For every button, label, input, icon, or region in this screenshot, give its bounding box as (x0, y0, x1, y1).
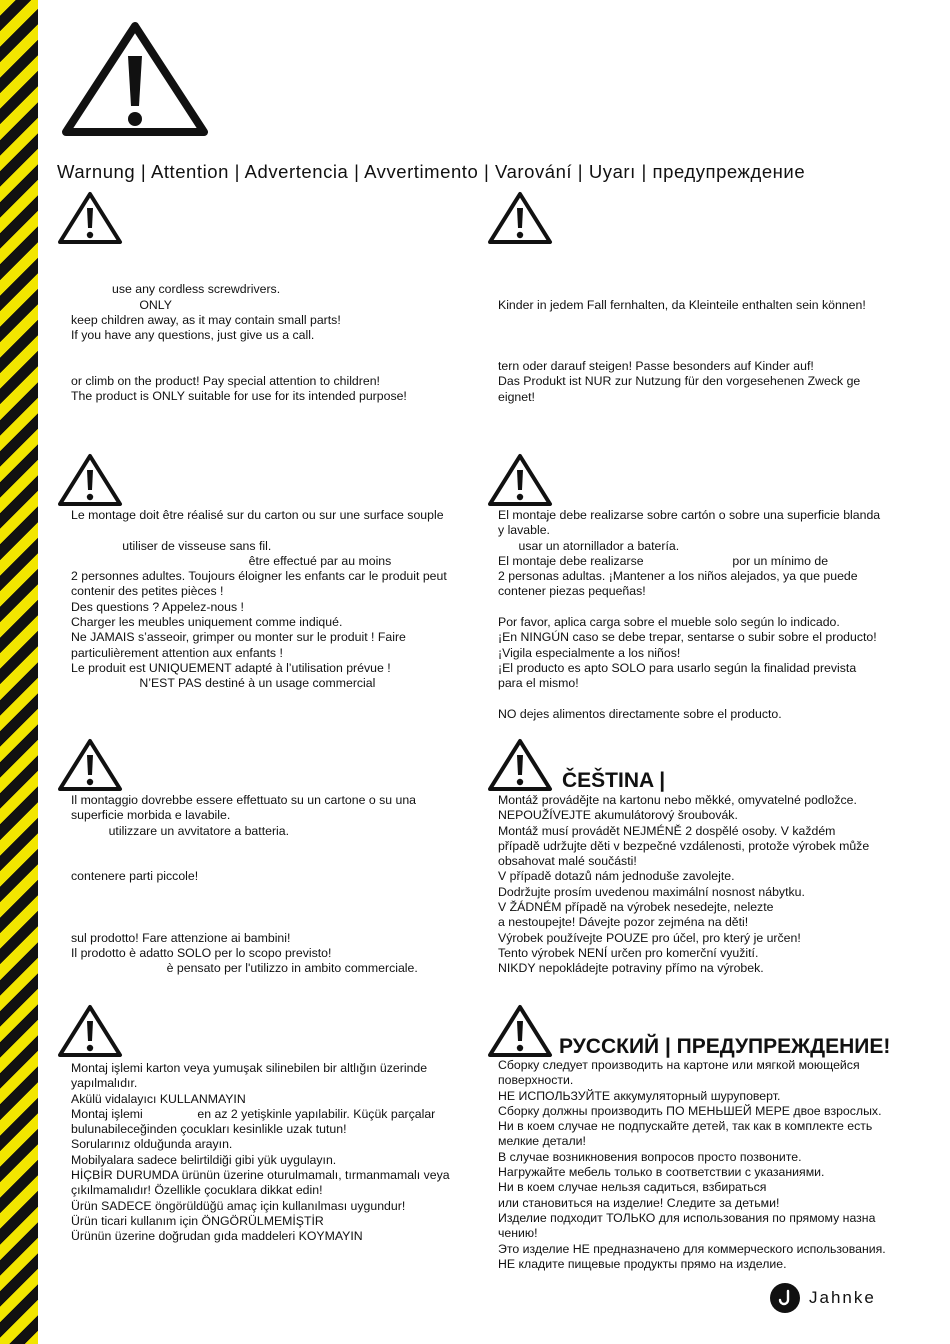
warning-text-fr (71, 508, 476, 692)
text-line: tern oder darauf steigen! Passe besonders auf Kinder auf! (498, 359, 814, 374)
text-line: Ürün ticari kullanım için ÖNGÖRÜLMEMİŞTİR (71, 1213, 324, 1228)
text-line: ¡El producto es apto SOLO para usarlo según la finalidad prevista (498, 660, 857, 675)
warning-triangle-icon (486, 190, 554, 246)
text-line: utilizzare un avvitatore a batteria. (71, 823, 290, 838)
text-line: мелкие детали! (498, 1134, 586, 1149)
text-line (71, 343, 471, 358)
warning-triangle-icon (60, 18, 210, 140)
warning-text-it (71, 793, 476, 977)
text-line (498, 344, 898, 359)
text-line: être effectué par au moins (71, 553, 392, 568)
page-title: Warnung | Attention | Advertencia | Avvertimento | Varování | Uyarı | предупреждение (57, 161, 806, 182)
warning-text-ru (498, 1058, 918, 1272)
text-line: yapılmalıdır. (71, 1076, 138, 1091)
text-line: contener piezas pequeñas! (498, 584, 646, 599)
text-line: Tento výrobek NENÍ určen pro komerční využití. (498, 945, 759, 960)
text-line: bulunabileceğinden çocukları kesinlikle uzak tutun! (71, 1122, 347, 1137)
text-line: 2 personas adultas. ¡Mantener a los niños alejados, ya que puede (498, 569, 858, 584)
text-line: NO dejes alimentos directamente sobre el producto. (498, 706, 782, 721)
text-line: V případě dotazů nám jednoduše zavolejte. (498, 869, 735, 884)
text-line: Montaj işlemi en az 2 yetişkinle yapılabilir. Küçük parçalar (71, 1106, 436, 1121)
text-line: Montaj işlemi karton veya yumuşak silinebilen bir altlığın üzerinde (71, 1061, 428, 1075)
warning-triangle-icon (486, 737, 554, 793)
warning-triangle-icon (56, 737, 124, 793)
text-line: Mobilyalara sadece belirtildiği gibi yük uygulayın. (71, 1152, 337, 1167)
text-line (71, 359, 471, 374)
text-line (71, 523, 476, 538)
section-heading-cs: ČEŠTINA | (562, 769, 666, 792)
text-line: Нагружайте мебель только в соответствии с указаниями. (498, 1165, 825, 1180)
text-line: NIKDY nepokládejte potraviny přímo na výrobek. (498, 961, 764, 976)
text-line: obsahovat malé součásti! (498, 854, 637, 869)
warning-triangle-icon (56, 1003, 124, 1059)
text-line: Akülü vidalayıcı KULLANMAYIN (71, 1091, 246, 1106)
text-line: Ürünün üzerine doğrudan gıda maddeleri KOYMAYIN (71, 1229, 363, 1244)
text-line: The product is ONLY suitable for use for its intended purpose! (71, 389, 407, 404)
text-line: поверхности. (498, 1073, 574, 1088)
text-line (71, 854, 476, 869)
text-line: V ŽÁDNÉM případě na výrobek nesedejte, nelezte (498, 900, 774, 915)
text-line: ONLY (71, 297, 172, 312)
text-line: use any cordless screwdrivers. (71, 282, 281, 297)
text-line: Ürün SADECE öngörüldüğü amaç için kullanılması uygundur! (71, 1198, 406, 1213)
text-line (71, 267, 471, 282)
text-line: Výrobek používejte POUZE pro účel, pro který je určen! (498, 930, 801, 945)
warning-text-tr (71, 1061, 476, 1245)
text-line: Сборку должны производить ПО МЕНЬШЕЙ МЕРЕ двое взрослых. (498, 1103, 882, 1118)
brand-logo (770, 1283, 876, 1313)
text-line: НЕ кладите пищевые продукты прямо на изделие. (498, 1256, 787, 1271)
text-line (498, 313, 898, 328)
text-line: Kinder in jedem Fall fernhalten, da Kleinteile enthalten sein können! (498, 298, 866, 312)
text-line (71, 900, 476, 915)
text-line: El montaje debe realizarse por un mínimo de (498, 553, 829, 568)
text-line: çıkılmamalıdır! Özellikle çocuklara dikkat edin! (71, 1183, 323, 1198)
text-line: Das Produkt ist NUR zur Nutzung für den vorgesehenen Zweck ge (498, 374, 861, 389)
text-line (498, 692, 903, 707)
text-line: eignet! (498, 389, 535, 404)
text-line: y lavable. (498, 523, 550, 538)
warning-triangle-icon (486, 452, 554, 508)
text-line: para el mismo! (498, 676, 579, 691)
text-line: contenere parti piccole! (71, 869, 199, 884)
text-line: El montaje debe realizarse sobre cartón o sobre una superficie blanda (498, 508, 881, 522)
text-line: Por favor, aplica carga sobre el mueble solo según lo indicado. (498, 615, 840, 630)
text-line: Le produit est UNIQUEMENT adapté à l’utilisation prévue ! (71, 660, 391, 675)
warning-triangle-icon (486, 1003, 554, 1059)
text-line: ¡En NINGÚN caso se debe trepar, sentarse o subir sobre el producto! (498, 630, 877, 645)
text-line: Ни в коем случае нельзя садиться, взбираться (498, 1180, 767, 1195)
text-line: usar un atornillador a batería. (498, 538, 680, 553)
text-line: N’EST PAS destiné à un usage commercial (71, 676, 376, 691)
text-line: Sorularınız olduğunda arayın. (71, 1137, 233, 1152)
text-line: případě udržujte děti v bezpečné vzdálenosti, protože výrobek může (498, 838, 870, 853)
text-line: superficie morbida e lavabile. (71, 808, 231, 823)
text-line: Il prodotto è adatto SOLO per lo scopo previsto! (71, 945, 332, 960)
text-line: è pensato per l'utilizzo in ambito commerciale. (71, 961, 418, 976)
text-line: Ne JAMAIS s’asseoir, grimper ou monter sur le produit ! Faire (71, 630, 406, 645)
section-heading-ru: РУССКИЙ | ПРЕДУПРЕЖДЕНИЕ! (559, 1035, 891, 1058)
text-line: HİÇBİR DURUMDA ürünün üzerine oturulmamalı, tırmanmamalı veya (71, 1168, 450, 1183)
warning-triangle-icon (56, 452, 124, 508)
text-line: a nestoupejte! Dávejte pozor zejména na děti! (498, 915, 749, 930)
text-line: ¡Vigila especialmente a los niños! (498, 645, 681, 660)
text-line: чению! (498, 1226, 538, 1241)
text-line: НЕ ИСПОЛЬЗУЙТЕ аккумуляторный шуруповерт. (498, 1088, 781, 1103)
warning-text-de (498, 298, 898, 405)
warning-text-es (498, 508, 903, 722)
text-line: or climb on the product! Pay special attention to children! (71, 374, 380, 389)
text-line: или становиться на изделие! Следите за детьми! (498, 1195, 780, 1210)
text-line: Montáž provádějte na kartonu nebo měkké, omyvatelné podložce. (498, 793, 857, 807)
text-line: Le montage doit être réalisé sur du carton ou sur une surface souple (71, 508, 444, 522)
warning-triangle-icon (56, 190, 124, 246)
text-line (71, 839, 476, 854)
text-line: contenir des petites pièces ! (71, 584, 224, 599)
text-line (498, 329, 898, 344)
text-line: keep children away, as it may contain small parts! (71, 312, 341, 327)
text-line: Montáž musí provádět NEJMÉNĚ 2 dospělé osoby. V každém (498, 823, 836, 838)
text-line: Il montaggio dovrebbe essere effettuato su un cartone o su una (71, 793, 417, 807)
text-line: sul prodotto! Fare attenzione ai bambini! (71, 930, 291, 945)
text-line: Charger les meubles uniquement comme indiqué. (71, 615, 343, 630)
text-line (498, 600, 903, 615)
text-line: utiliser de visseuse sans fil. (71, 538, 272, 553)
text-line: 2 personnes adultes. Toujours éloigner les enfants car le produit peut (71, 569, 447, 584)
text-line: Сборку следует производить на картоне или мягкой моющейся (498, 1058, 860, 1072)
text-line: Dodržujte prosím uvedenou maximální nosnost nábytku. (498, 884, 805, 899)
text-line: NEPOUŽÍVEJTE akumulátorový šroubovák. (498, 808, 738, 823)
text-line: If you have any questions, just give us a call. (71, 328, 315, 343)
warning-text-en (71, 267, 471, 405)
text-line: Изделие подходит ТОЛЬКО для использования по прямому назна (498, 1210, 876, 1225)
text-line: Это изделие НЕ предназначено для коммерческого использования. (498, 1241, 886, 1256)
jahnke-logo-icon (770, 1283, 800, 1313)
logo-text: Jahnke (809, 1288, 876, 1307)
text-line: В случае возникновения вопросов просто позвоните. (498, 1149, 802, 1164)
warning-text-cs (498, 793, 903, 977)
text-line: particulièrement attention aux enfants ! (71, 645, 283, 660)
text-line (71, 885, 476, 900)
text-line: Ни в коем случае не подпускайте детей, так как в комплекте есть (498, 1119, 873, 1134)
text-line (71, 915, 476, 930)
text-line: Des questions ? Appelez-nous ! (71, 599, 244, 614)
hazard-stripe-border (0, 0, 38, 1344)
